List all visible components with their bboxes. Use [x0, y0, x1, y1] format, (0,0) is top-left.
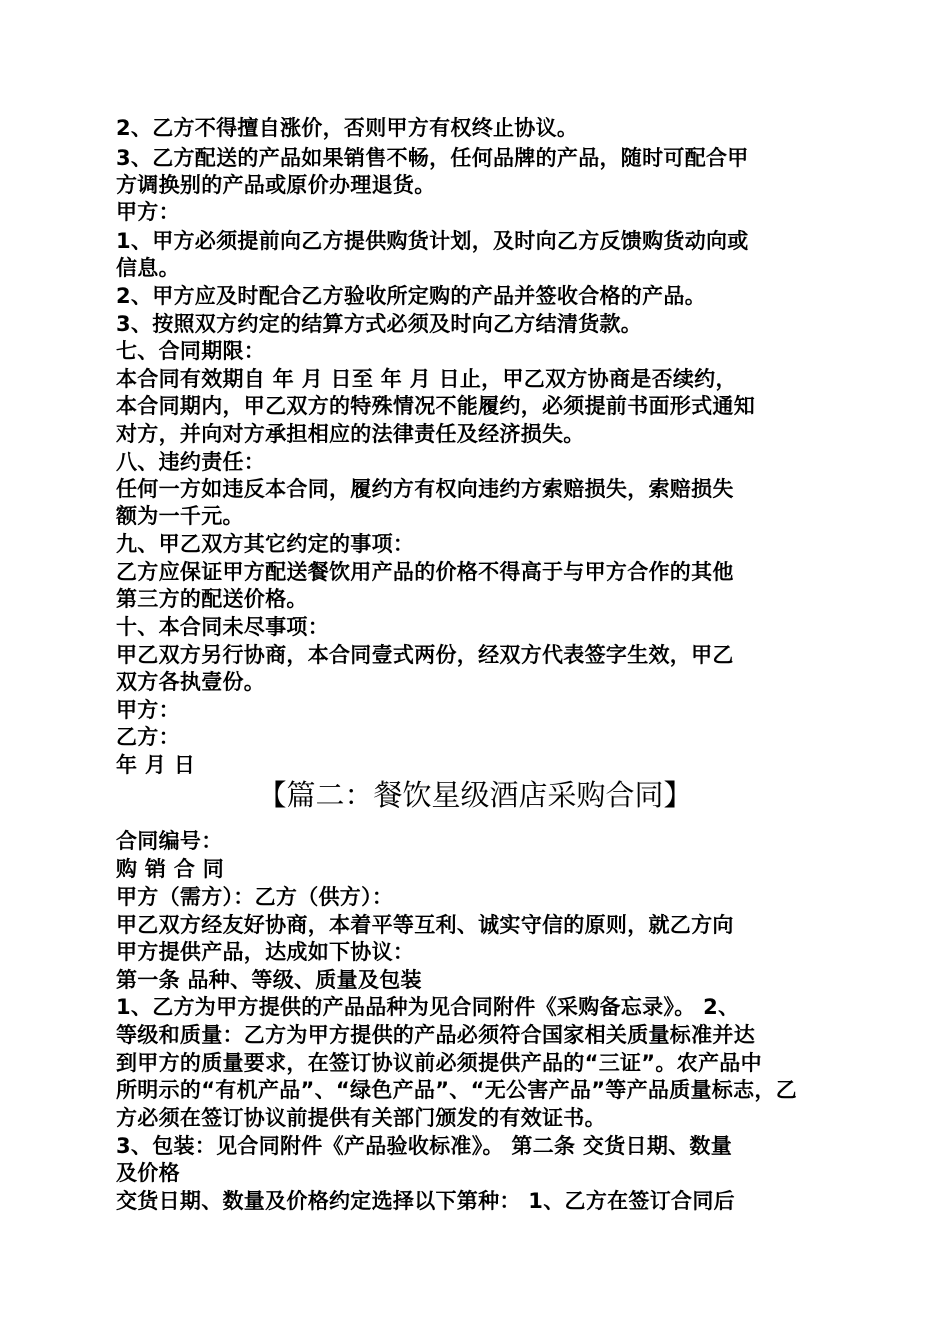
text-line: 1、乙方为甲方提供的产品品种为见合同附件《采购备忘录》。 2、 [116, 995, 740, 1019]
text-line: 2、甲方应及时配合乙方验收所定购的产品并签收合格的产品。 [116, 284, 707, 308]
parties-line: 甲方（需方）：乙方（供方）： [116, 885, 394, 909]
text-line: 任何一方如违反本合同，履约方有权向违约方索赔损失，索赔损失 [116, 477, 734, 501]
text-line: 3、按照双方约定的结算方式必须及时向乙方结清货款。 [116, 312, 643, 336]
text-line: 本合同期内，甲乙双方的特殊情况不能履约，必须提前书面形式通知 [116, 394, 755, 418]
text-line: 甲乙双方经友好协商，本着平等互利、诚实守信的原则，就乙方向 [116, 913, 734, 937]
text-line: 所明示的“有机产品”、“绿色产品”、“无公害产品”等产品质量标志，乙 [116, 1078, 798, 1102]
contract-name: 购 销 合 同 [116, 857, 225, 881]
text-line: 交货日期、数量及价格约定选择以下第种： 1、乙方在签订合同后 [116, 1189, 735, 1213]
contract-number-label: 合同编号： [116, 829, 223, 853]
text-line: 甲方提供产品，达成如下协议： [116, 940, 415, 964]
text-line: 及价格 [116, 1161, 180, 1185]
text-line: 到甲方的质量要求，在签订协议前必须提供产品的“三证”。农产品中 [116, 1051, 762, 1075]
text-line: 等级和质量：乙方为甲方提供的产品必须符合国家相关质量标准并达 [116, 1023, 755, 1047]
text-line: 方必须在签订协议前提供有关部门颁发的有效证书。 [116, 1106, 606, 1130]
text-line: 乙方应保证甲方配送餐饮用产品的价格不得高于与甲方合作的其他 [116, 560, 734, 584]
text-line: 第三方的配送价格。 [116, 587, 308, 611]
section-heading: 九、甲乙双方其它约定的事项： [116, 532, 415, 556]
text-line: 3、包装：见合同附件《产品验收标准》。 第二条 交货日期、数量 [116, 1134, 733, 1158]
section-heading: 十、本合同未尽事项： [116, 615, 329, 639]
text-line: 1、甲方必须提前向乙方提供购货计划，及时向乙方反馈购货动向或 [116, 229, 749, 253]
section-heading: 七、合同期限： [116, 339, 266, 363]
signature-party-a: 甲方： [116, 698, 180, 722]
section-heading: 第一条 品种、等级、质量及包装 [116, 968, 422, 992]
section-heading: 八、违约责任： [116, 450, 266, 474]
text-line: 甲乙双方另行协商，本合同壹式两份，经双方代表签字生效，甲乙 [116, 643, 734, 667]
signature-party-b: 乙方： [116, 725, 180, 749]
text-line: 额为一千元。 [116, 504, 244, 528]
text-line: 信息。 [116, 256, 180, 280]
signature-date: 年 月 日 [116, 753, 196, 777]
text-line: 本合同有效期自 年 月 日至 年 月 日止，甲乙双方协商是否续约， [116, 367, 737, 391]
text-line: 甲方： [116, 200, 180, 224]
text-line: 双方各执壹份。 [116, 670, 266, 694]
text-line: 2、乙方不得擅自涨价，否则甲方有权终止协议。 [116, 116, 579, 140]
section-title: 【篇二：餐饮星级酒店采购合同】 [257, 778, 693, 812]
text-line: 方调换别的产品或原价办理退货。 [116, 173, 436, 197]
text-line: 对方，并向对方承担相应的法律责任及经济损失。 [116, 422, 585, 446]
text-line: 3、乙方配送的产品如果销售不畅，任何品牌的产品，随时可配合甲 [116, 146, 749, 170]
